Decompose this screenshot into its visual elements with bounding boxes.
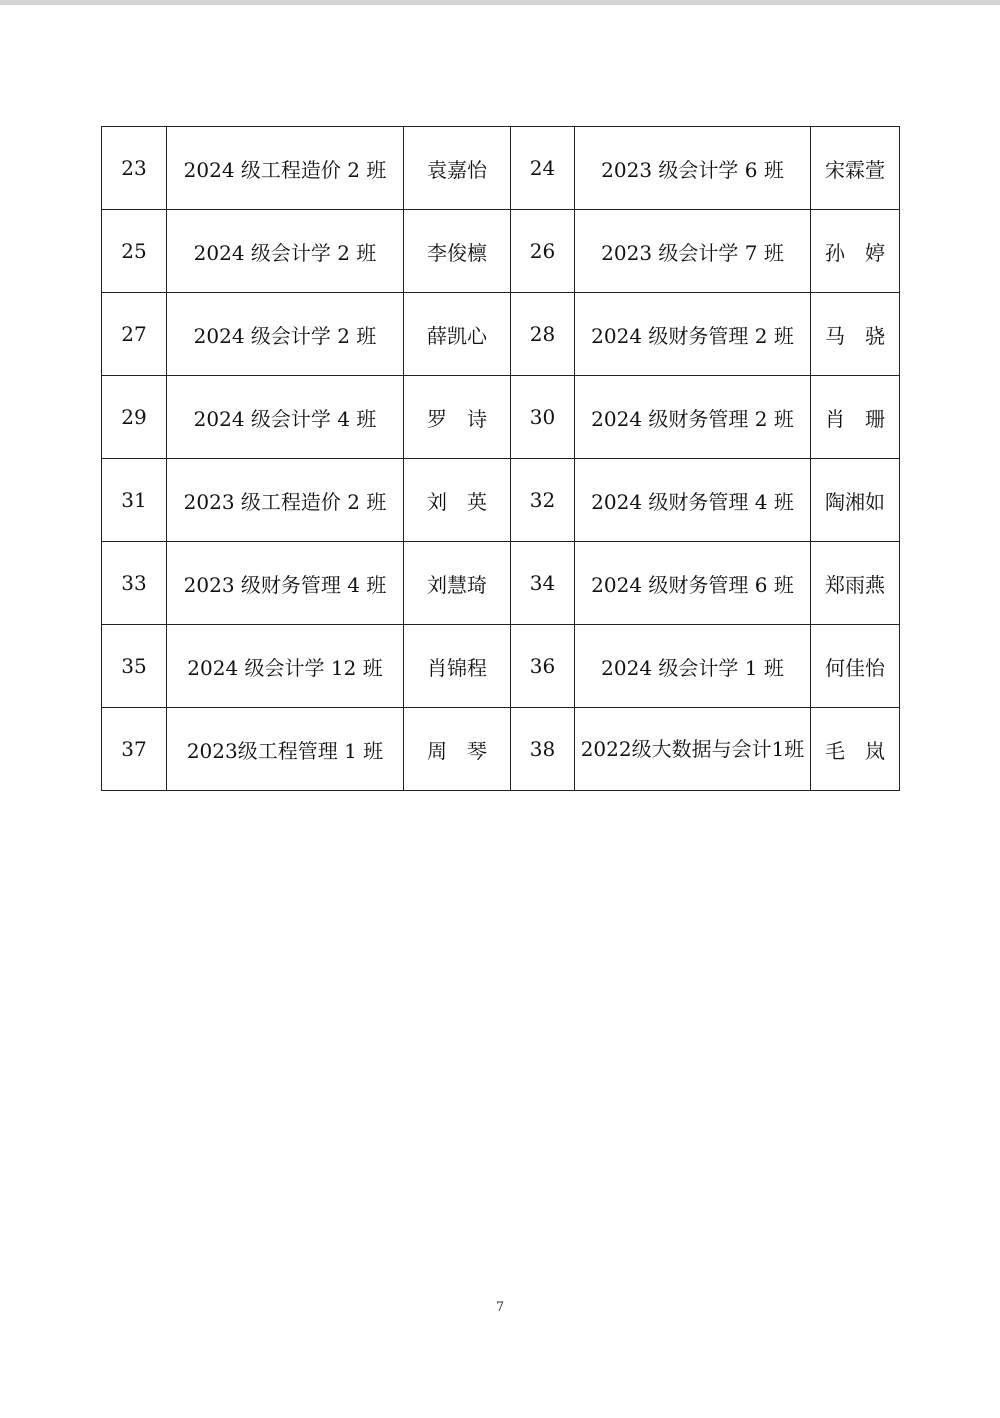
- serial-number-cell: 24: [511, 127, 575, 210]
- student-name-cell: 宋霖萱: [811, 127, 900, 210]
- class-cell: 2024 级会计学 4 班: [167, 376, 404, 459]
- serial-number-cell: 27: [102, 293, 167, 376]
- top-border-bar: [0, 0, 1000, 5]
- table-row: [102, 459, 900, 542]
- class-cell: 2024 级会计学 2 班: [167, 293, 404, 376]
- page-number: 7: [495, 1300, 505, 1315]
- serial-number-cell: 25: [102, 210, 167, 293]
- serial-number-cell: 31: [102, 459, 167, 542]
- student-name-cell: 李俊檩: [404, 210, 511, 293]
- table-row: [102, 293, 900, 376]
- student-name-cell: 薛凯心: [404, 293, 511, 376]
- class-cell: 2024 级财务管理 6 班: [575, 542, 811, 625]
- class-cell: 2023 级财务管理 4 班: [167, 542, 404, 625]
- student-name-cell: 刘慧琦: [404, 542, 511, 625]
- table-row: [102, 625, 900, 708]
- student-name-cell: 肖锦程: [404, 625, 511, 708]
- class-cell: 2023 级工程造价 2 班: [167, 459, 404, 542]
- serial-number-cell: 38: [511, 708, 575, 791]
- student-name-cell: 刘 英: [404, 459, 511, 542]
- table-row: [102, 708, 900, 791]
- class-cell: 2024 级财务管理 2 班: [575, 293, 811, 376]
- student-name-cell: 罗 诗: [404, 376, 511, 459]
- serial-number-cell: 28: [511, 293, 575, 376]
- class-cell: 2022级大数据与会计1班: [575, 708, 811, 791]
- table-row: [102, 376, 900, 459]
- student-name-cell: 马 骁: [811, 293, 900, 376]
- class-cell: 2023级工程管理 1 班: [167, 708, 404, 791]
- serial-number-cell: 29: [102, 376, 167, 459]
- serial-number-cell: 35: [102, 625, 167, 708]
- class-cell: 2024 级会计学 12 班: [167, 625, 404, 708]
- table-row: [102, 210, 900, 293]
- serial-number-cell: 26: [511, 210, 575, 293]
- class-cell: 2024 级财务管理 2 班: [575, 376, 811, 459]
- serial-number-cell: 36: [511, 625, 575, 708]
- student-name-cell: 陶湘如: [811, 459, 900, 542]
- serial-number-cell: 33: [102, 542, 167, 625]
- serial-number-cell: 23: [102, 127, 167, 210]
- serial-number-cell: 32: [511, 459, 575, 542]
- student-name-cell: 袁嘉怡: [404, 127, 511, 210]
- table-row: [102, 542, 900, 625]
- class-cell: 2023 级会计学 6 班: [575, 127, 811, 210]
- class-cell: 2024 级财务管理 4 班: [575, 459, 811, 542]
- serial-number-cell: 30: [511, 376, 575, 459]
- student-name-cell: 毛 岚: [811, 708, 900, 791]
- student-name-cell: 孙 婷: [811, 210, 900, 293]
- student-name-cell: 周 琴: [404, 708, 511, 791]
- serial-number-cell: 34: [511, 542, 575, 625]
- student-roster-table: [101, 126, 900, 791]
- serial-number-cell: 37: [102, 708, 167, 791]
- student-name-cell: 何佳怡: [811, 625, 900, 708]
- class-cell: 2024 级工程造价 2 班: [167, 127, 404, 210]
- class-cell: 2024 级会计学 1 班: [575, 625, 811, 708]
- class-cell: 2024 级会计学 2 班: [167, 210, 404, 293]
- class-cell: 2023 级会计学 7 班: [575, 210, 811, 293]
- student-name-cell: 郑雨燕: [811, 542, 900, 625]
- table-row: [102, 127, 900, 210]
- student-name-cell: 肖 珊: [811, 376, 900, 459]
